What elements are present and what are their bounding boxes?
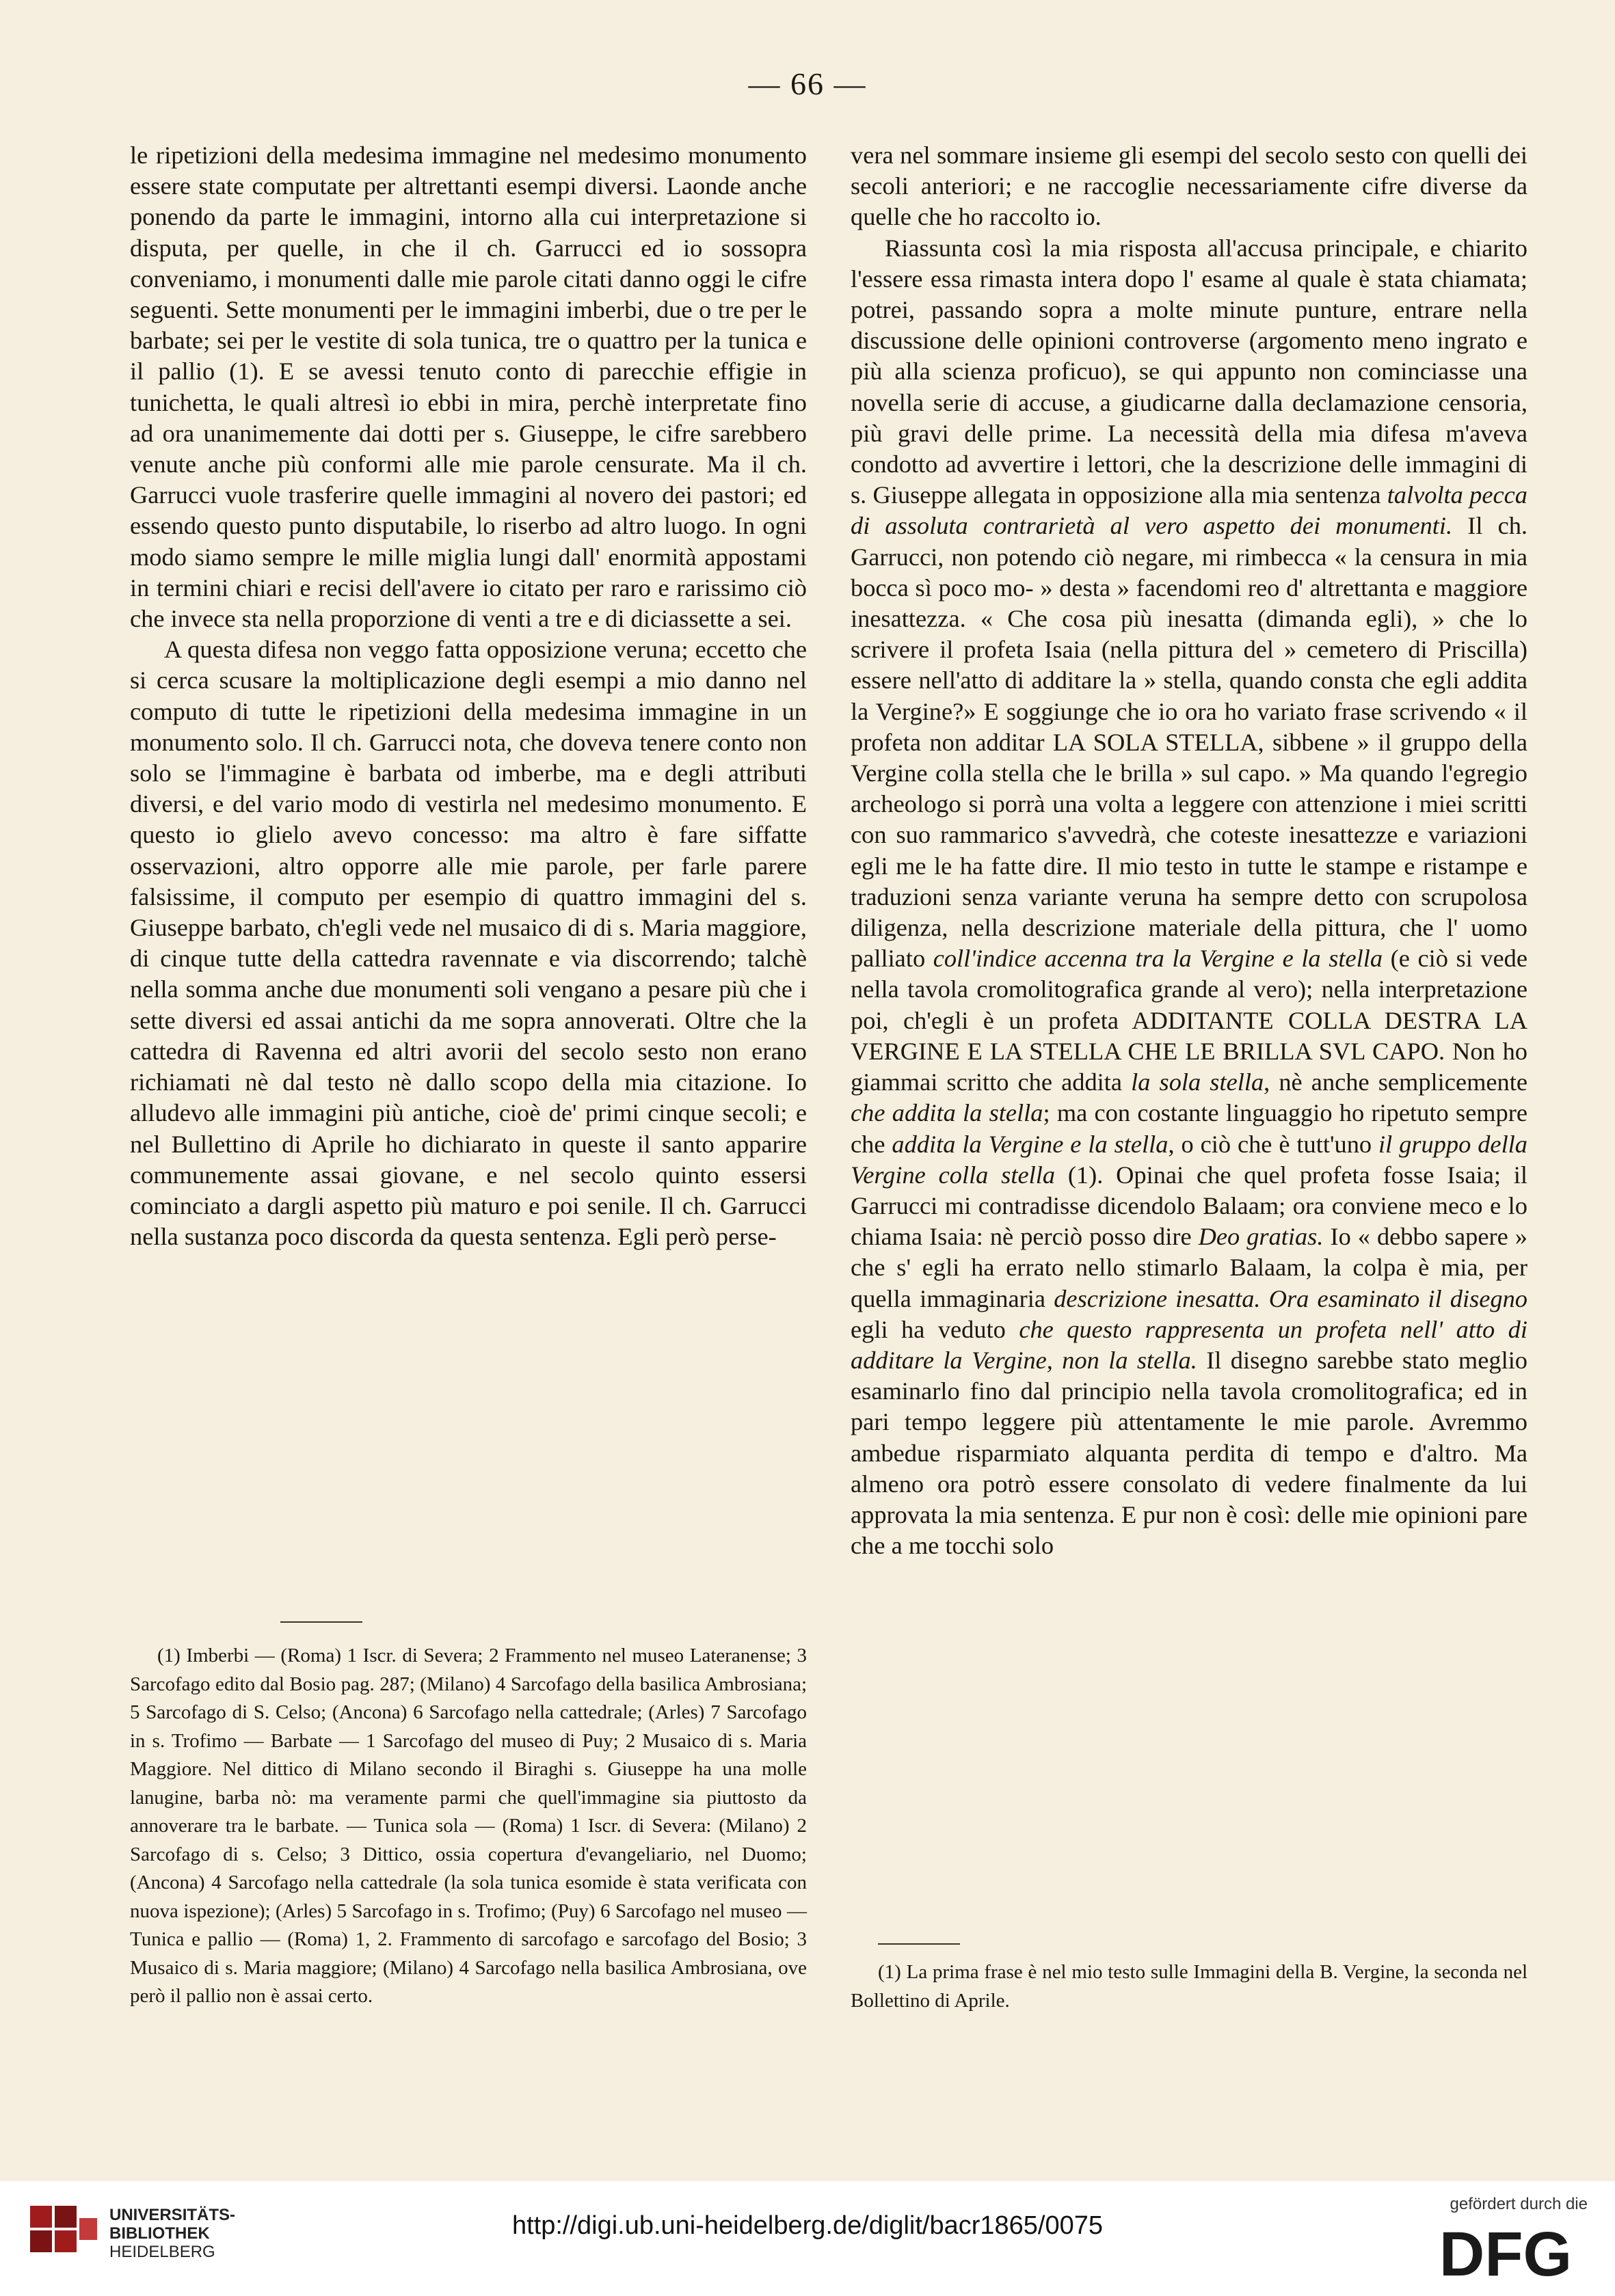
right-column	[851, 140, 1527, 1561]
text-run: Il disegno sarebbe stato meglio esaminarlo fino dal principio nella tavola cromolitografica; ed in pari tempo leggere più attentamente le mie parole. Avremmo ambedue risparmiato alquanta perdita di tempo e d'altro. Ma almeno ora potrò essere consolato di vedere finalmente da lui approvata la mia sentenza. E pur non è così: delle mie opinioni pare che a me tocchi solo	[851, 1346, 1527, 1560]
footer-bar	[0, 2181, 1615, 2296]
italic-quote: la sola stella	[1131, 1068, 1264, 1096]
left-column	[130, 140, 807, 1252]
paragraph: A questa difesa non veggo fatta opposizione veruna; eccetto che si cerca scusare la moltiplicazione degli esempi a mio danno nel computo di tutte le ripetizioni della medesima immagine in un monumento solo. Il ch. Garrucci nota, che doveva tenere conto non solo se l'immagine è barbata od imberbe, ma e degli attributi diversi, e del vario modo di vestirla nel medesimo monumento. E questo io glielo avevo concesso: ma altro è fare siffatte osservazioni, altro opporre alle mie parole, per farle parere falsissime, il computo per esempio di quattro immagini del s. Giuseppe barbato, ch'egli vede nel musaico di di s. Maria maggiore, di cinque tutte della cattedra ravennate e via discorrendo; talchè nella somma anche due monumenti soli vengano a pesare più che i sette diversi ed assai antichi da me sopra annoverati. Oltre che la cattedra di Ravenna ed altri avorii del secolo sesto non erano richiamati nè dal testo nè dallo scopo della mia citazione. Io alludevo alle immagini più antiche, cioè de' primi cinque secoli; e nel Bullettino di Aprile ho dichiarato in queste il santo apparire communemente assai giovane, e nel secolo quinto essersi cominciato a dargli aspetto più maturo e poi senile. Il ch. Garrucci nella sustanza poco discorda da questa sentenza. Egli però perse-	[130, 636, 807, 1251]
italic-quote: descrizione inesatta. Ora esaminato il disegno	[1054, 1284, 1527, 1312]
paragraph: vera nel sommare insieme gli esempi del secolo sesto con quelli dei secoli anteriori; e ne raccoglie necessariamente cifre diverse da quelle che ho raccolto io.	[851, 141, 1527, 231]
italic-quote: che addita la stella	[851, 1099, 1043, 1127]
footnote-left	[130, 1621, 807, 2011]
footnote-text: (1) Imberbi — (Roma) 1 Iscr. di Severa; 2 Frammento nel museo Lateranense; 3 Sarcofago edito dal Bosio pag. 287; (Milano) 4 Sarcofago della basilica Ambrosiana; 5 Sarcofago di S. Celso; (Ancona) 6 Sarcofago nella cattedrale; (Arles) 7 Sarcofago in s. Trofimo — Barbate — 1 Sarcofago del museo di Puy; 2 Musaico di s. Maria Maggiore. Nel dittico di Milano secondo il Biraghi s. Giuseppe ha una molle lanugine, barba nò: ma veramente parmi che quell'immagine sia piuttosto da annoverare tra le barbate. — Tunica sola — (Roma) 1 Iscr. di Severa: (Milano) 2 Sarcofago di s. Celso; 3 Dittico, ossia copertura d'evangeliario, nel Duomo; (Ancona) 4 Sarcofago nella cattedrale (la sola tunica esomide è stata verificata con nuova ispezione); (Arles) 5 Sarcofago in s. Trofimo; (Puy) 6 Sarcofago nel museo — Tunica e pallio — (Roma) 1, 2. Frammento di sarcofago e sarcofago del Bosio; 3 Musaico di s. Maria maggiore; (Milano) 4 Sarcofago nella basilica Ambrosiana, ove però il pallio non è assai certo.	[130, 1645, 807, 2007]
institution-line: BIBLIOTHEK	[109, 2224, 210, 2243]
italic-quote: talvolta pecca di assoluta contrarietà al vero aspetto dei monumenti.	[851, 481, 1528, 540]
text-run: ; ma con costante linguaggio ho ripetuto sempre che	[851, 1099, 1527, 1158]
text-run: Io « debbo sapere » che s' egli ha errato nello stimarlo Balaam, la colpa è mia, per quella immaginaria	[851, 1223, 1527, 1312]
institution-line: UNIVERSITÄTS-	[109, 2206, 236, 2224]
dfg-logo-text: DFG	[1439, 2221, 1573, 2284]
text-run: (e ciò si vede nella tavola cromolitografica grande al vero); nella interpretazione poi, ch'egli è un profeta ADDITANTE COLLA DESTRA LA VERGINE E LA STELLA CHE LE BRILLA SVL CAPO. Non ho giammai scritto che addita	[851, 945, 1527, 1096]
footnote-right	[851, 1943, 1527, 2015]
text-run: egli ha veduto	[851, 1315, 1019, 1343]
italic-quote: addita la Vergine e la stella	[892, 1130, 1169, 1158]
source-url-link[interactable]: http://digi.ub.uni-heidelberg.de/diglit/bacr1865/0075	[511, 2211, 1104, 2240]
text-run: Il ch. Garrucci, non potendo ciò negare, mi rimbecca « la censura in mia bocca sì poco mo- » desta » facendomi reo d' altrettanta e maggiore inesattezza. « Che cosa più inesatta (dimanda egli), » che lo scrivere il profeta Isaia (nella pittura del » cemetero di Priscilla) essere nell'atto di additare la » stella, quando consta che egli addita la Vergine?» E soggiunge che io ora ho variato frase scrivendo « il profeta non additar LA SOLA STELLA, sibbene » il gruppo della Vergine colla stella che le brilla » sul capo. » Ma quando l'egregio archeologo si porrà una volta a leggere con attenzione i miei scritti con suo rammarico s'avvedrà, che coteste inesattezze e variazioni egli me le ha fatte dire. Il mio testo in tutte le stampe e ristampe e traduzioni senza variante veruna ha sempre detto con scrupolosa diligenza, nella descrizione materiale della pittura, che l' uomo palliato	[851, 512, 1528, 973]
page-number: — 66 —	[748, 66, 867, 101]
dfg-logo-icon	[1426, 2221, 1585, 2284]
italic-quote: Deo gratias.	[1198, 1223, 1324, 1251]
footnote-text: (1) La prima frase è nel mio testo sulle Immagini della B. Vergine, la seconda nel Bollettino di Aprile.	[851, 1961, 1527, 2012]
italic-quote: coll'indice accenna tra la Vergine e la stella	[933, 945, 1383, 973]
institution-line: HEIDELBERG	[109, 2243, 215, 2261]
text-run: , nè anche semplicemente	[1264, 1068, 1527, 1096]
footnote-rule	[280, 1621, 362, 1623]
italic-quote: il gruppo della Vergine colla stella	[851, 1130, 1527, 1189]
paragraph	[851, 233, 1527, 1562]
italic-quote: che questo rappresenta un profeta nell' atto di additare la Vergine, non la stella.	[851, 1315, 1527, 1374]
paragraph: le ripetizioni della medesima immagine nel medesimo monumento essere state computate per altrettanti esempi diversi. Laonde anche ponendo da parte le immagini, intorno alla cui interpretazione si disputa, per quelle, in che il ch. Garrucci ed io sossopra conveniamo, i monumenti dalle mie parole citati danno oggi le cifre seguenti. Sette monumenti per le immagini imberbi, due o tre per le barbate; sei per le vestite di sola tunica, tre o quattro per la tunica e il pallio (1). E se avessi tenuto conto di parecchie effigie in tunichetta, le quali altresì io ebbi in mira, perchè interpretate fino ad ora unanimemente dai dotti per s. Giuseppe, le cifre sarebbero venute anche più conformi alle mie parole censurate. Ma il ch. Garrucci vuole trasferire quelle immagini al novero dei pastori; ed essendo questo punto disputabile, lo riserbo ad altro luogo. In ogni modo siamo sempre le mille miglia lungi dall' enormità appostami in termini chiari e recisi dell'avere io citato per raro e rarissimo ciò che invece sta nella proporzione di venti a tre e di diciassette a sei.	[130, 141, 807, 633]
footnote-rule	[878, 1943, 960, 1945]
text-run: Riassunta così la mia risposta all'accusa principale, e chiarito l'essere essa rimasta intera dopo l' esame al quale è stata chiamata; potrei, passando sopra a molte minute punture, entrare nella discussione delle opinioni controverse (argomento meno ingrato e più alla scienza proficuo), se qui appunto non cominciasse una novella serie di accuse, a giudicarne dalla declamazione censoria, più gravi delle prime. La necessità della mia difesa m'aveva condotto ad avvertire i lettori, che la descrizione delle immagini di s. Giuseppe allegata in opposizione alla mia sentenza	[851, 234, 1527, 509]
text-run: (1). Opinai che quel profeta fosse Isaia; il Garrucci mi contradisse dicendolo Balaam; ora conviene meco e lo chiama Isaia: nè perciò posso dire	[851, 1161, 1527, 1251]
funded-by-label: gefördert durch die	[1450, 2195, 1588, 2213]
text-run: , o ciò che è tutt'uno	[1168, 1130, 1379, 1158]
